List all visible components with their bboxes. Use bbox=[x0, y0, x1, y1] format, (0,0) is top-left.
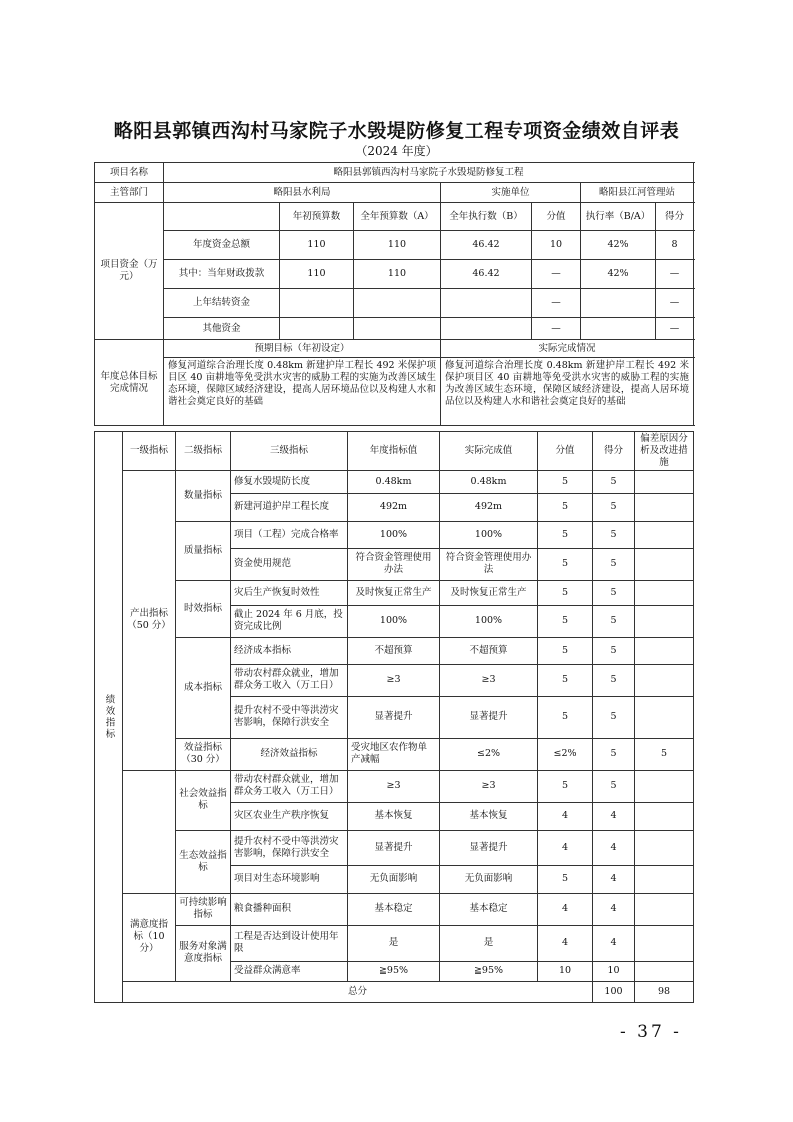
indicator-score-value: 4 bbox=[538, 802, 593, 830]
header-level1: 一级指标 bbox=[123, 432, 176, 471]
indicator-score-value: 5 bbox=[538, 664, 593, 696]
indicator-target: 基本恢复 bbox=[348, 802, 440, 830]
indicator-target: 不超预算 bbox=[348, 637, 440, 664]
funds-cell: — bbox=[532, 289, 581, 318]
indicator-target: ≥3 bbox=[348, 770, 440, 802]
indicator-score-value: 4 bbox=[538, 893, 593, 925]
indicator-deviation bbox=[635, 580, 694, 605]
indicator-score: 4 bbox=[593, 802, 635, 830]
funds-cell bbox=[581, 289, 656, 318]
funds-header: 全年执行数（B） bbox=[441, 203, 532, 231]
indicator-actual: 100% bbox=[440, 605, 538, 637]
indicator-actual: 不超预算 bbox=[440, 637, 538, 664]
level2-sustainable: 可持续影响指标 bbox=[176, 893, 231, 925]
indicator-deviation bbox=[635, 493, 694, 521]
indicator-name: 新建河道护岸工程长度 bbox=[231, 493, 348, 521]
indicator-name: 资金使用规范 bbox=[231, 548, 348, 580]
level1-output: 产出指标（50 分） bbox=[123, 470, 176, 770]
indicator-score-value: 5 bbox=[538, 605, 593, 637]
document-year: （2024 年度） bbox=[355, 144, 438, 158]
funds-cell bbox=[581, 318, 656, 340]
indicator-score: 4 bbox=[593, 865, 635, 893]
indicator-name: 粮食播种面积 bbox=[231, 893, 348, 925]
funds-header: 得分 bbox=[656, 203, 694, 231]
indicator-target: 100% bbox=[348, 521, 440, 548]
perf-label: 绩效指标 bbox=[95, 432, 123, 1003]
indicator-target: 显著提升 bbox=[348, 830, 440, 865]
total-label: 总分 bbox=[123, 981, 593, 1002]
indicator-target: 基本稳定 bbox=[348, 893, 440, 925]
document-title: 略阳县郭镇西沟村马家院子水毁堤防修复工程专项资金绩效自评表 bbox=[113, 120, 680, 142]
indicator-target: 492m bbox=[348, 493, 440, 521]
indicator-deviation bbox=[635, 605, 694, 637]
funds-cell bbox=[280, 318, 354, 340]
funds-cell: 110 bbox=[354, 231, 441, 260]
indicator-score-value: 5 bbox=[538, 637, 593, 664]
indicator-score: 5 bbox=[593, 580, 635, 605]
indicator-score: 4 bbox=[593, 893, 635, 925]
indicator-actual: 是 bbox=[440, 925, 538, 961]
indicator-score-value: 5 bbox=[538, 521, 593, 548]
indicator-score: 5 bbox=[593, 521, 635, 548]
level2-quantity: 数量指标 bbox=[176, 470, 231, 521]
funds-cell bbox=[354, 289, 441, 318]
indicator-score-value: 4 bbox=[538, 830, 593, 865]
indicator-name: 带动农村群众就业，增加群众务工收入（万工日） bbox=[231, 664, 348, 696]
goals-label: 年度总体目标完成情况 bbox=[95, 340, 164, 426]
indicator-actual: 基本稳定 bbox=[440, 893, 538, 925]
header-score: 得分 bbox=[593, 432, 635, 471]
indicator-score: 5 bbox=[593, 696, 635, 738]
indicator-name: 受益群众满意率 bbox=[231, 961, 348, 981]
indicator-target: ≤2% bbox=[440, 738, 538, 770]
level2-economic: 经济效益指标 bbox=[231, 738, 348, 770]
indicator-deviation bbox=[635, 521, 694, 548]
indicator-target: ≥3 bbox=[348, 664, 440, 696]
header-level3: 三级指标 bbox=[231, 432, 348, 471]
header-deviation: 偏差原因分析及改进措施 bbox=[635, 432, 694, 471]
funds-header: 分值 bbox=[532, 203, 581, 231]
indicator-target: ≧95% bbox=[348, 961, 440, 981]
indicator-name: 项目（工程）完成合格率 bbox=[231, 521, 348, 548]
funds-cell: — bbox=[532, 318, 581, 340]
funds-header: 全年预算数（A） bbox=[354, 203, 441, 231]
indicator-score-value: 5 bbox=[593, 738, 635, 770]
funds-cell: 10 bbox=[532, 231, 581, 260]
project-name-label: 项目名称 bbox=[95, 163, 164, 183]
funds-cell: 42% bbox=[581, 231, 656, 260]
project-name: 略阳县郭镇西沟村马家院子水毁堤防修复工程 bbox=[164, 163, 694, 183]
level2-timeliness: 时效指标 bbox=[176, 580, 231, 637]
level1-benefit: 效益指标（30 分） bbox=[176, 738, 231, 770]
total-score: 98 bbox=[635, 981, 694, 1002]
indicator-deviation bbox=[635, 470, 694, 493]
indicator-name: 带动农村群众就业，增加群众务工收入（万工日） bbox=[231, 770, 348, 802]
indicator-deviation bbox=[635, 696, 694, 738]
funds-cell: 110 bbox=[354, 260, 441, 289]
indicator-actual: ≥3 bbox=[440, 664, 538, 696]
level2-service: 服务对象满意度指标 bbox=[176, 925, 231, 981]
indicator-target: 是 bbox=[348, 925, 440, 961]
funds-cell: 46.42 bbox=[441, 231, 532, 260]
indicator-actual: 0.48km bbox=[440, 470, 538, 493]
funds-row-name: 其他资金 bbox=[164, 318, 280, 340]
indicator-actual: 符合资金管理使用办法 bbox=[440, 548, 538, 580]
level1-satisfaction: 满意度指标（10 分） bbox=[123, 893, 176, 981]
indicator-deviation bbox=[635, 637, 694, 664]
funds-cell: — bbox=[656, 318, 694, 340]
performance-table bbox=[94, 431, 694, 1003]
indicator-target: 无负面影响 bbox=[348, 865, 440, 893]
level2-social: 社会效益指标 bbox=[176, 770, 231, 830]
page-number: - 37 - bbox=[620, 1022, 682, 1042]
indicator-score-value: 5 bbox=[538, 770, 593, 802]
indicator-name: 提升农村不受中等洪涝灾害影响，保障行洪安全 bbox=[231, 830, 348, 865]
indicator-score: 5 bbox=[593, 605, 635, 637]
level2-ecological: 生态效益指标 bbox=[176, 830, 231, 893]
indicator-actual: ≤2% bbox=[538, 738, 593, 770]
indicator-deviation bbox=[635, 548, 694, 580]
indicator-deviation bbox=[635, 664, 694, 696]
funds-cell bbox=[441, 289, 532, 318]
summary-table bbox=[94, 162, 694, 426]
funds-row-name: 其中：当年财政拨款 bbox=[164, 260, 280, 289]
indicator-score-value: 5 bbox=[538, 696, 593, 738]
indicator-actual: 100% bbox=[440, 521, 538, 548]
indicator-target: 100% bbox=[348, 605, 440, 637]
indicator-deviation bbox=[635, 925, 694, 961]
indicator-actual: 492m bbox=[440, 493, 538, 521]
header-actual: 实际完成值 bbox=[440, 432, 538, 471]
indicator-score-value: 5 bbox=[538, 580, 593, 605]
funds-header-empty bbox=[164, 203, 280, 231]
funds-cell: 110 bbox=[280, 231, 354, 260]
indicator-name: 提升农村不受中等洪涝灾害影响，保障行洪安全 bbox=[231, 696, 348, 738]
indicator-score-value: 10 bbox=[538, 961, 593, 981]
indicator-name: 受灾地区农作物单产减幅 bbox=[348, 738, 440, 770]
indicator-actual: 显著提升 bbox=[440, 696, 538, 738]
funds-cell: — bbox=[656, 260, 694, 289]
indicator-name: 灾后生产恢复时效性 bbox=[231, 580, 348, 605]
indicator-deviation bbox=[635, 865, 694, 893]
goals-expected-label: 预期目标（年初设定） bbox=[164, 340, 441, 358]
impl-label: 实施单位 bbox=[441, 183, 581, 203]
indicator-score: 10 bbox=[593, 961, 635, 981]
indicator-score-value: 5 bbox=[538, 865, 593, 893]
indicator-name: 截止 2024 年 6 月底，投资完成比例 bbox=[231, 605, 348, 637]
indicator-actual: 无负面影响 bbox=[440, 865, 538, 893]
indicator-name: 经济成本指标 bbox=[231, 637, 348, 664]
indicator-name: 项目对生态环境影响 bbox=[231, 865, 348, 893]
indicator-deviation bbox=[635, 961, 694, 981]
header-score-value: 分值 bbox=[538, 432, 593, 471]
funds-cell: 46.42 bbox=[441, 260, 532, 289]
funds-header: 年初预算数 bbox=[280, 203, 354, 231]
indicator-score-value: 5 bbox=[538, 470, 593, 493]
indicator-score: 5 bbox=[593, 770, 635, 802]
level2-cost: 成本指标 bbox=[176, 637, 231, 738]
funds-cell bbox=[354, 318, 441, 340]
funds-cell: — bbox=[532, 260, 581, 289]
indicator-actual: ≥3 bbox=[440, 770, 538, 802]
indicator-score: 5 bbox=[593, 548, 635, 580]
indicator-actual: ≧95% bbox=[440, 961, 538, 981]
level1-benefit-continued bbox=[123, 770, 176, 893]
dept-value: 略阳县水利局 bbox=[164, 183, 441, 203]
indicator-name: 修复水毁堤防长度 bbox=[231, 470, 348, 493]
funds-header: 执行率（B/A） bbox=[581, 203, 656, 231]
indicator-score-value: 5 bbox=[538, 548, 593, 580]
funds-cell bbox=[280, 289, 354, 318]
indicator-score: 5 bbox=[593, 664, 635, 696]
funds-cell: — bbox=[656, 289, 694, 318]
funds-cell: 8 bbox=[656, 231, 694, 260]
indicator-target: 符合资金管理使用办法 bbox=[348, 548, 440, 580]
indicator-name: 灾区农业生产秩序恢复 bbox=[231, 802, 348, 830]
funds-row-name: 年度资金总额 bbox=[164, 231, 280, 260]
level2-quality: 质量指标 bbox=[176, 521, 231, 580]
dept-label: 主管部门 bbox=[95, 183, 164, 203]
indicator-actual: 显著提升 bbox=[440, 830, 538, 865]
goals-actual-text: 修复河道综合治理长度 0.48km 新建护岸工程长 492 米保护项目区 40 亩耕地等免受洪水灾害的威胁工程的实施为改善区域生态环境，保障区域经济建设，提高人居环境品位以及构建人水和谐社会奠定良好的基础 bbox=[441, 358, 694, 426]
indicator-name: 工程是否达到设计使用年限 bbox=[231, 925, 348, 961]
indicator-score: 5 bbox=[593, 470, 635, 493]
indicator-actual: 基本恢复 bbox=[440, 802, 538, 830]
funds-cell: 110 bbox=[280, 260, 354, 289]
indicator-deviation bbox=[635, 830, 694, 865]
total-score-value: 100 bbox=[593, 981, 635, 1002]
funds-label: 项目资金（万元） bbox=[95, 203, 164, 340]
goals-expected-text: 修复河道综合治理长度 0.48km 新建护岸工程长 492 米保护项目区 40 亩耕地等免受洪水灾害的威胁工程的实施为改善区域生态环境，保障区域经济建设，提高人居环境品位以及构建人水和谐社会奠定良好的基础 bbox=[164, 358, 441, 426]
impl-value: 略阳县江河管理站 bbox=[581, 183, 694, 203]
indicator-score: 5 bbox=[593, 493, 635, 521]
indicator-target: 显著提升 bbox=[348, 696, 440, 738]
funds-row-name: 上年结转资金 bbox=[164, 289, 280, 318]
indicator-score: 4 bbox=[593, 925, 635, 961]
indicator-deviation bbox=[635, 802, 694, 830]
indicator-score-value: 4 bbox=[538, 925, 593, 961]
indicator-target: 0.48km bbox=[348, 470, 440, 493]
indicator-deviation bbox=[635, 893, 694, 925]
header-level2: 二级指标 bbox=[176, 432, 231, 471]
indicator-score: 5 bbox=[635, 738, 694, 770]
indicator-actual: 及时恢复正常生产 bbox=[440, 580, 538, 605]
indicator-target: 及时恢复正常生产 bbox=[348, 580, 440, 605]
indicator-score-value: 5 bbox=[538, 493, 593, 521]
funds-cell: 42% bbox=[581, 260, 656, 289]
header-target: 年度指标值 bbox=[348, 432, 440, 471]
funds-cell bbox=[441, 318, 532, 340]
indicator-score: 4 bbox=[593, 830, 635, 865]
goals-actual-label: 实际完成情况 bbox=[441, 340, 694, 358]
indicator-deviation bbox=[635, 770, 694, 802]
indicator-score: 5 bbox=[593, 637, 635, 664]
